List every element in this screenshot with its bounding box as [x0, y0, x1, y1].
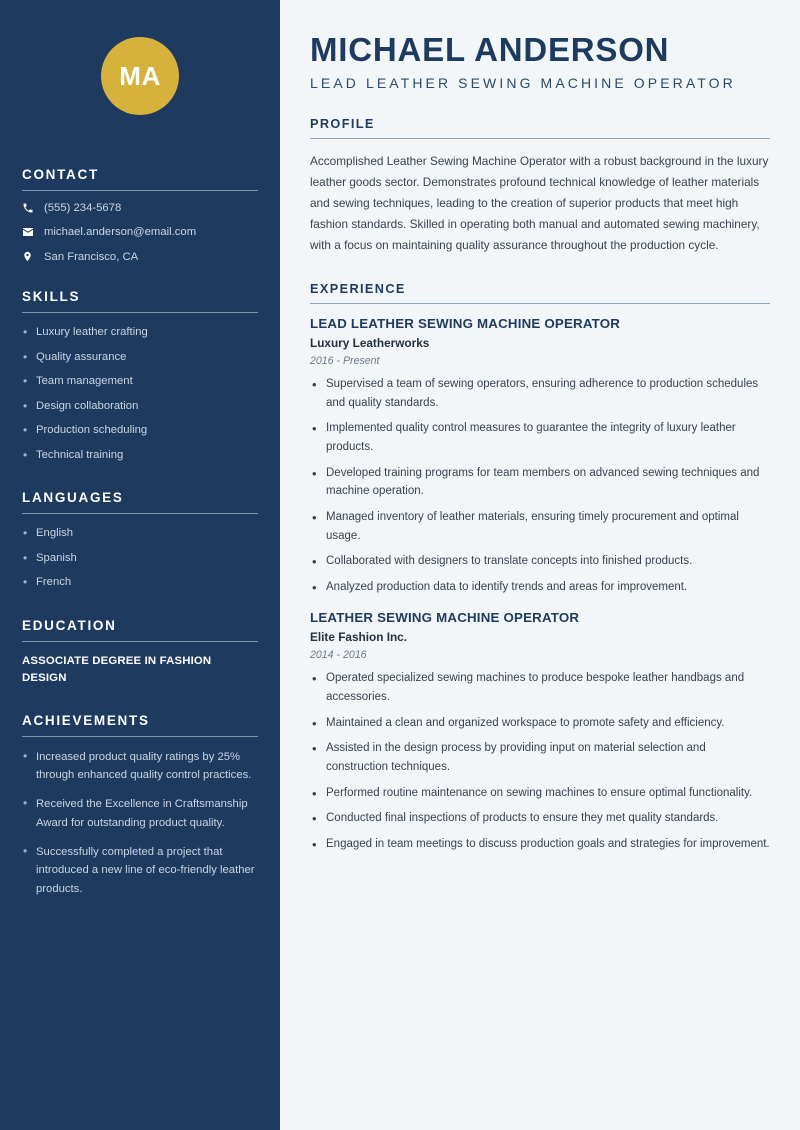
list-item: • Spanish — [22, 550, 258, 568]
experience-entry — [310, 610, 770, 853]
job-company: Luxury Leatherworks — [310, 336, 430, 351]
list-item: • French — [22, 574, 258, 592]
sidebar — [0, 0, 280, 1130]
job-role: LEAD LEATHER SEWING MACHINE OPERATOR — [310, 316, 621, 332]
contact-phone-value: (555) 234-5678 — [44, 202, 122, 214]
contact-location-value: San Francisco, CA — [44, 250, 139, 263]
list-item: • Successfully completed a project that introduced a new line of eco-friendly leather products. — [22, 843, 258, 898]
profile-divider — [310, 138, 770, 139]
main-content — [280, 0, 800, 1130]
contact-row-phone[interactable] — [22, 202, 258, 214]
avatar: MA — [101, 37, 179, 115]
list-item: • Design collaboration — [22, 398, 258, 416]
sidebar-section-contact — [22, 167, 258, 263]
list-item: • Engaged in team meetings to discuss production goals and strategies for improvement. — [310, 835, 770, 854]
list-item: • Collaborated with designers to translate concepts into finished products. — [310, 552, 770, 571]
list-item: • Received the Excellence in Craftsmanship Award for outstanding product quality. — [22, 795, 258, 832]
contact-divider — [22, 190, 258, 191]
languages-heading: LANGUAGES — [22, 490, 124, 505]
list-item: • Implemented quality control measures to guarantee the integrity of luxury leather products. — [310, 419, 770, 456]
list-item: • Conducted final inspections of products to ensure they met quality standards. — [310, 809, 770, 828]
phone-icon — [22, 202, 44, 214]
sidebar-section-education — [22, 618, 258, 687]
email-icon — [22, 226, 44, 238]
job-bullets-list — [310, 669, 770, 853]
contact-email-value: michael.anderson@email.com — [44, 226, 197, 238]
education-heading: EDUCATION — [22, 617, 117, 633]
page-title: MICHAEL ANDERSON — [310, 31, 670, 68]
section-profile — [310, 117, 770, 256]
languages-divider — [22, 513, 258, 514]
job-role: LEATHER SEWING MACHINE OPERATOR — [310, 610, 580, 626]
list-item: • Operated specialized sewing machines to produce bespoke leather handbags and accessories. — [310, 669, 770, 706]
skills-heading: SKILLS — [22, 289, 81, 304]
profile-heading: PROFILE — [310, 117, 375, 132]
list-item: • Technical training — [22, 447, 258, 465]
skills-divider — [22, 312, 258, 313]
list-item: • Analyzed production data to identify trends and areas for improvement. — [310, 578, 770, 597]
list-item: • Maintained a clean and organized workspace to promote safety and efficiency. — [310, 714, 770, 733]
sidebar-section-languages — [22, 490, 258, 592]
list-item: • Managed inventory of leather materials, ensuring timely procurement and optimal usage. — [310, 508, 770, 545]
contact-heading: CONTACT — [22, 167, 99, 182]
education-divider — [22, 641, 258, 642]
sidebar-section-skills — [22, 289, 258, 464]
list-item: • Performed routine maintenance on sewing machines to ensure optimal functionality. — [310, 784, 770, 803]
achievements-list — [22, 748, 258, 898]
languages-list — [22, 525, 258, 592]
education-degree: ASSOCIATE DEGREE IN FASHION DESIGN — [22, 654, 212, 684]
achievements-divider — [22, 736, 258, 737]
list-item: • Production scheduling — [22, 422, 258, 440]
list-item: • Increased product quality ratings by 25% through enhanced quality control practices. — [22, 748, 258, 785]
skills-list — [22, 324, 258, 464]
contact-row-location[interactable] — [22, 250, 258, 263]
list-item: • Developed training programs for team members on advanced sewing techniques and machine operation. — [310, 464, 770, 501]
list-item: • Team management — [22, 373, 258, 391]
header-job-title: LEAD LEATHER SEWING MACHINE OPERATOR — [310, 75, 736, 92]
list-item: • Supervised a team of sewing operators, ensuring adherence to production schedules and quality standards. — [310, 375, 770, 412]
contact-row-email[interactable] — [22, 226, 258, 238]
avatar-container — [22, 0, 258, 115]
list-item: • Luxury leather crafting — [22, 324, 258, 342]
job-bullets-list — [310, 375, 770, 596]
job-company: Elite Fashion Inc. — [310, 630, 408, 645]
profile-text: Accomplished Leather Sewing Machine Operator with a robust background in the luxury leather goods sector. Demonstrates profound technical knowledge of leather materials and sewing techniques, leading to the creation of superior products that meet high fashion standards. Skilled in operating both manual and automated sewing machinery, with a focus on maintaining quality assurance throughout the production cycle. — [310, 154, 769, 253]
experience-heading: EXPERIENCE — [310, 282, 406, 297]
list-item: • Assisted in the design process by providing input on material selection and construction techniques. — [310, 739, 770, 776]
resume-header — [310, 32, 770, 91]
sidebar-section-achievements — [22, 713, 258, 898]
job-dates: 2016 - Present — [310, 355, 380, 368]
section-experience — [310, 282, 770, 853]
experience-entry — [310, 316, 770, 596]
job-dates: 2014 - 2016 — [310, 649, 367, 662]
achievements-heading: ACHIEVEMENTS — [22, 712, 150, 728]
location-pin-icon — [22, 250, 44, 263]
experience-divider — [310, 303, 770, 304]
list-item: • Quality assurance — [22, 349, 258, 367]
list-item: • English — [22, 525, 258, 543]
